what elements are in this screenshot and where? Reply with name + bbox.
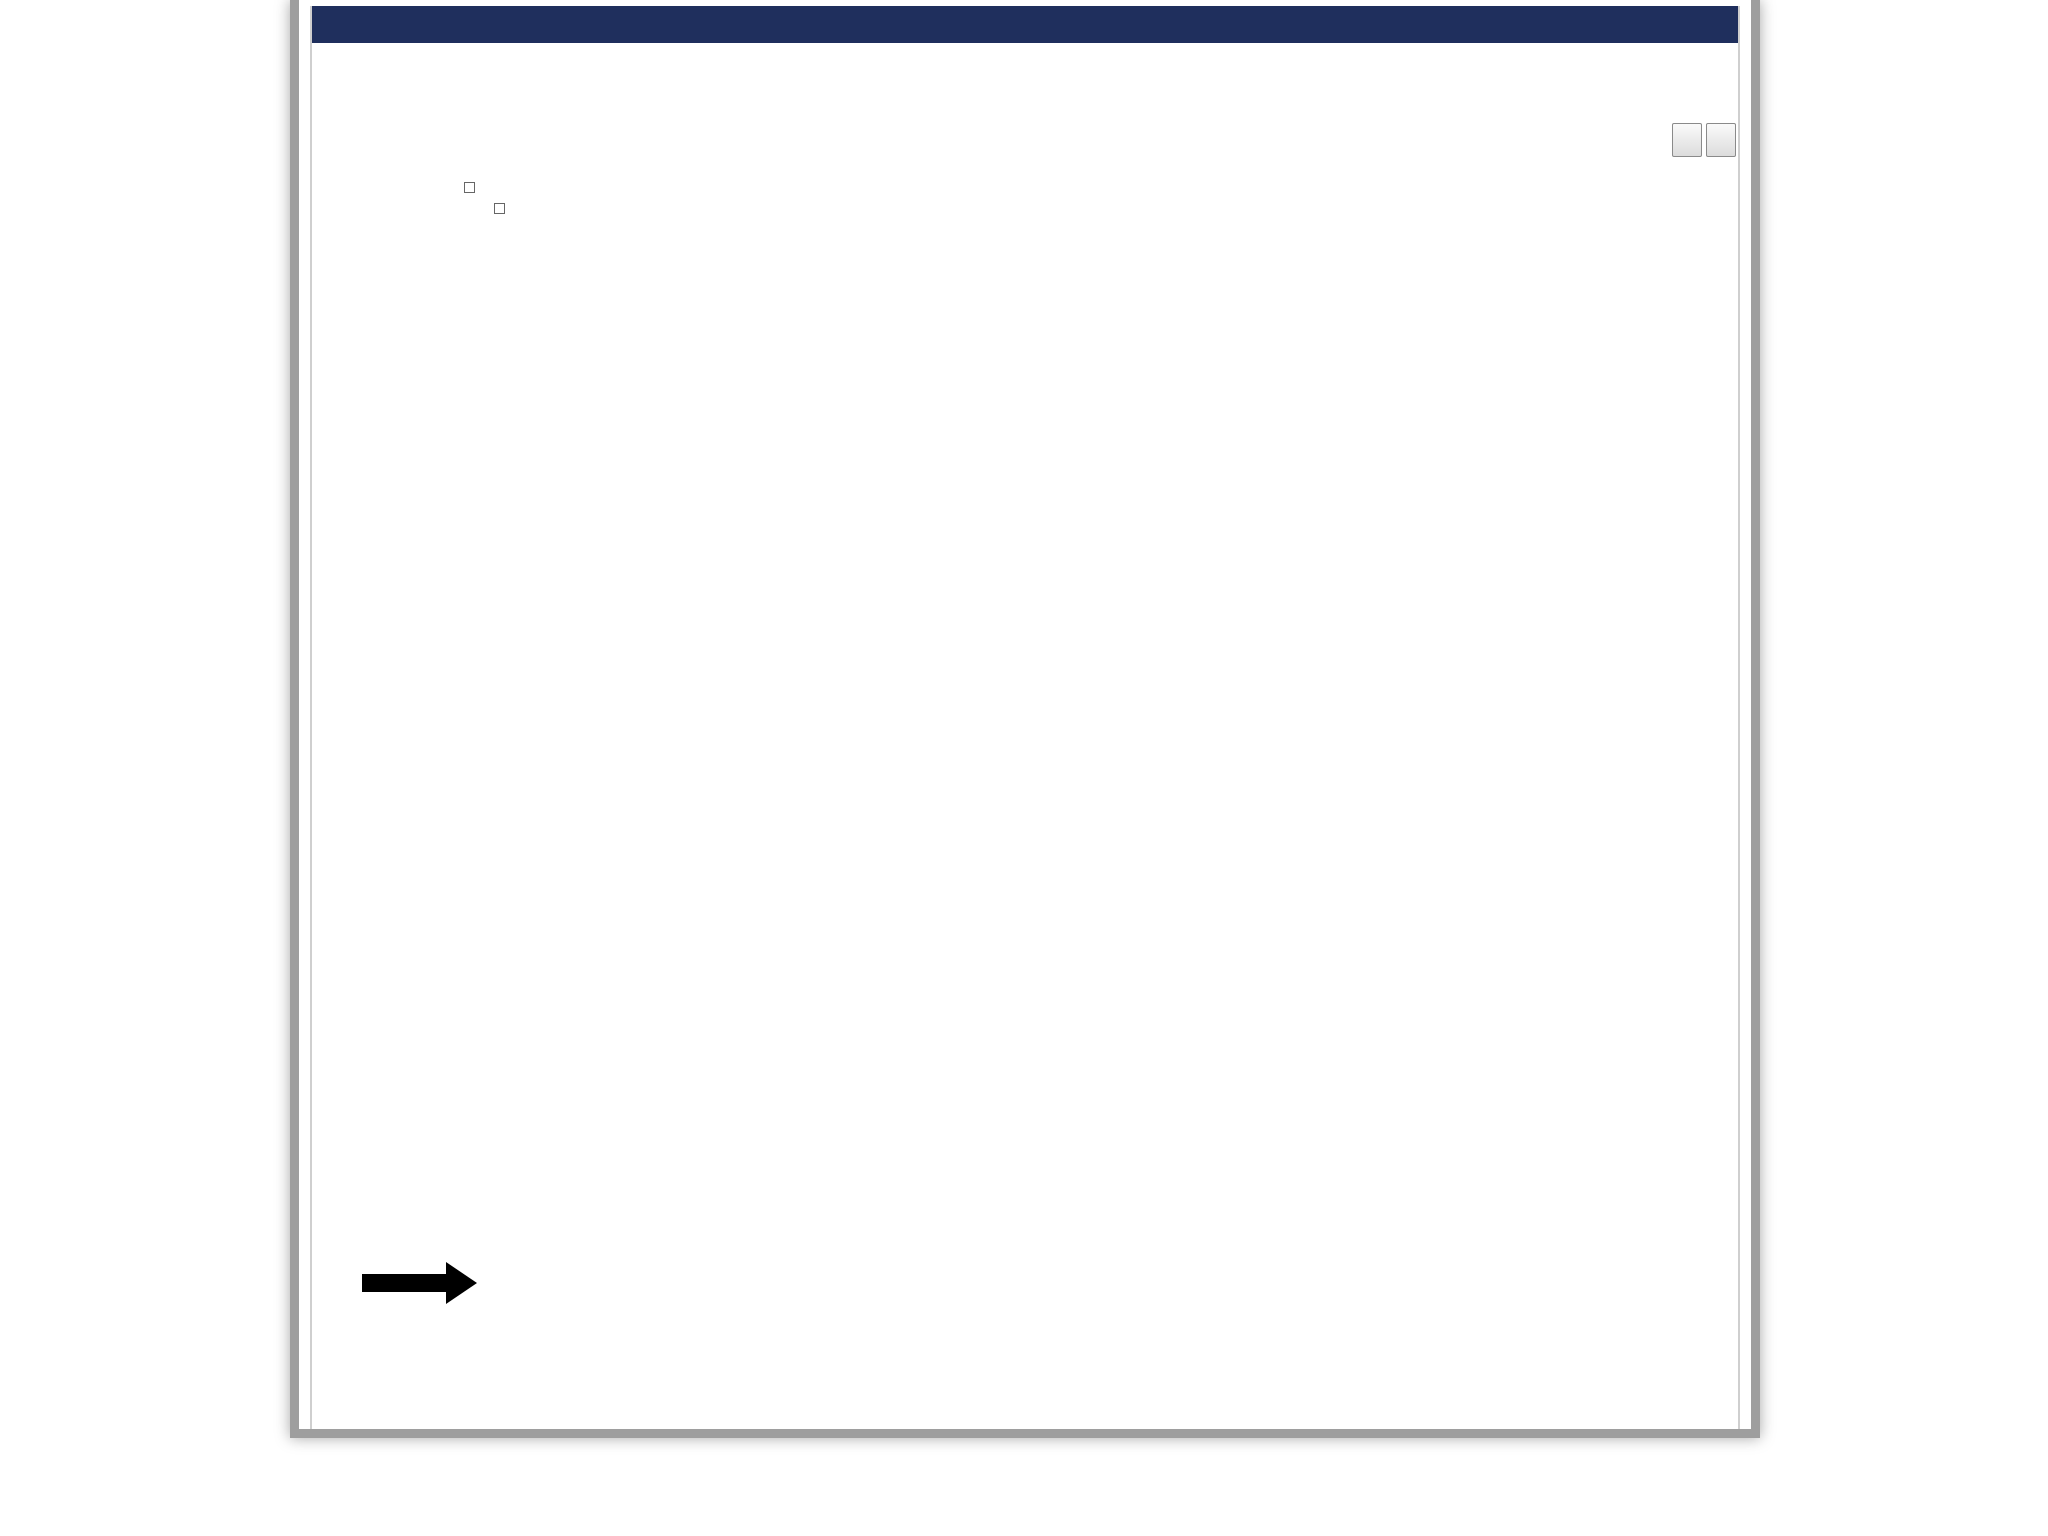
panel-title — [312, 6, 1738, 43]
collapse-toggle-icon[interactable] — [494, 203, 505, 214]
gpcr-panel — [310, 6, 1740, 1429]
expand-all-button[interactable] — [1672, 123, 1702, 157]
tree-controls — [1672, 123, 1736, 157]
orphan-node — [494, 197, 524, 214]
collapse-all-button[interactable] — [1706, 123, 1736, 157]
tree-root-node — [464, 176, 524, 193]
gpcr-tree — [464, 176, 524, 214]
arrow-shaft — [362, 1274, 450, 1292]
highlight-arrow-icon — [362, 1262, 477, 1304]
arrow-head — [446, 1262, 477, 1304]
root-children — [494, 197, 524, 214]
collapse-toggle-icon[interactable] — [464, 182, 475, 193]
screenshot-frame — [290, 0, 1760, 1438]
